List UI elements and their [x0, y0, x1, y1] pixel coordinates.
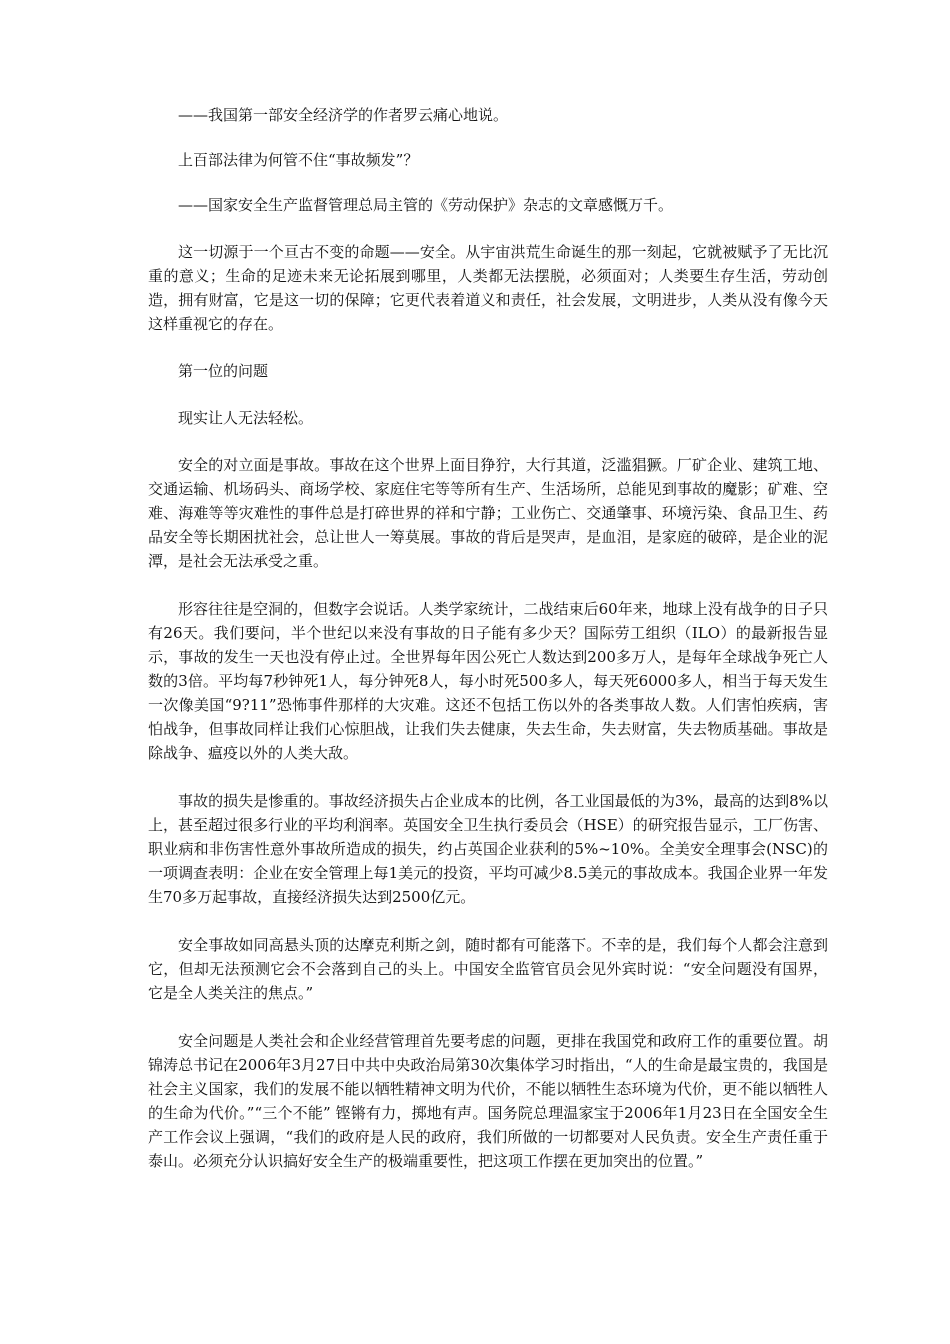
document-body	[148, 103, 828, 1173]
quote-attribution-magazine: ——国家安全生产监督管理总局主管的《劳动保护》杂志的文章感慨万千。	[178, 196, 674, 214]
paragraph-safety-theme: 这一切源于一个亘古不变的命题——安全。从宇宙洪荒生命诞生的那一刻起，它就被赋予了无比沉重的意义；生命的足迹未来无论拓展到哪里，人类都无法摆脱，必须面对；人类要生存生活，劳动创造，拥有财富，它是这一切的保障；它更代表着道义和责任，社会发展，文明进步，人类从没有像今天这样重视它的存在。	[148, 243, 828, 333]
section-heading: 第一位的问题	[178, 362, 269, 380]
paragraph-losses: 事故的损失是惨重的。事故经济损失占企业成本的比例，各工业国最低的为3%，最高的达到8%以上，甚至超过很多行业的平均利润率。英国安全卫生执行委员会（HSE）的研究报告显示，工厂伤害、职业病和非伤害性意外事故所造成的损失，约占英国企业获利的5%~10%。全美安全理事会(NSC)的一项调查表明：企业在安全管理上每1美元的投资，平均可减少8.5美元的事故成本。我国企业界一年发生70多万起事故，直接经济损失达到2500亿元。	[148, 792, 828, 906]
paragraph-accidents: 安全的对立面是事故。事故在这个世界上面目狰狞，大行其道，泛滥猖獗。厂矿企业、建筑工地、交通运输、机场码头、商场学校、家庭住宅等等所有生产、生活场所，总能见到事故的魔影；矿难、空难、海难等等灾难性的事件总是打碎世界的祥和宁静；工业伤亡、交通肇事、环境污染、食品卫生、药品安全等长期困扰社会，总让世人一筹莫展。事故的背后是哭声，是血泪，是家庭的破碎，是企业的泥潭，是社会无法承受之重。	[148, 456, 828, 570]
paragraph-statistics: 形容往往是空洞的，但数字会说话。人类学家统计，二战结束后60年来，地球上没有战争的日子只有26天。我们要问，半个世纪以来没有事故的日子能有多少天？国际劳工组织（ILO）的最新报告显示，事故的发生一天也没有停止过。全世界每年因公死亡人数达到200多万人，是每年全球战争死亡人数的3倍。平均每7秒钟死1人，每分钟死8人，每小时死500多人，每天死6000多人，相当于每天发生一次像美国“9?11”恐怖事件那样的大灾难。这还不包括工伤以外的各类事故人数。人们害怕疾病，害怕战争，但事故同样让我们心惊胆战，让我们失去健康，失去生命，失去财富，失去物质基础。事故是除战争、瘟疫以外的人类大敌。	[148, 600, 828, 762]
question-line: 上百部法律为何管不住“事故频发”？	[178, 151, 419, 169]
paragraph-government: 安全问题是人类社会和企业经营管理首先要考虑的问题，更排在我国党和政府工作的重要位置。胡锦涛总书记在2006年3月27日中共中央政治局第30次集体学习时指出，“人的生命是最宝贵的，我国是社会主义国家，我们的发展不能以牺牲精神文明为代价，不能以牺牲生态环境为代价，更不能以牺牲人的生命为代价。”“三个不能” 铿锵有力，掷地有声。国务院总理温家宝于2006年1月23日在全国安全生产工作会议上强调，“我们的政府是人民的政府，我们所做的一切都要对人民负责。安全生产责任重于泰山。必须充分认识搞好安全生产的极端重要性，把这项工作摆在更加突出的位置。”	[148, 1032, 828, 1170]
paragraph-damocles: 安全事故如同高悬头顶的达摩克利斯之剑，随时都有可能落下。不幸的是，我们每个人都会注意到它，但却无法预测它会不会落到自己的头上。中国安全监管官员会见外宾时说：“安全问题没有国界，它是全人类关注的焦点。”	[148, 936, 828, 1002]
quote-attribution-luo-yun: ——我国第一部安全经济学的作者罗云痛心地说。	[178, 106, 509, 124]
paragraph-reality: 现实让人无法轻松。	[178, 409, 314, 427]
